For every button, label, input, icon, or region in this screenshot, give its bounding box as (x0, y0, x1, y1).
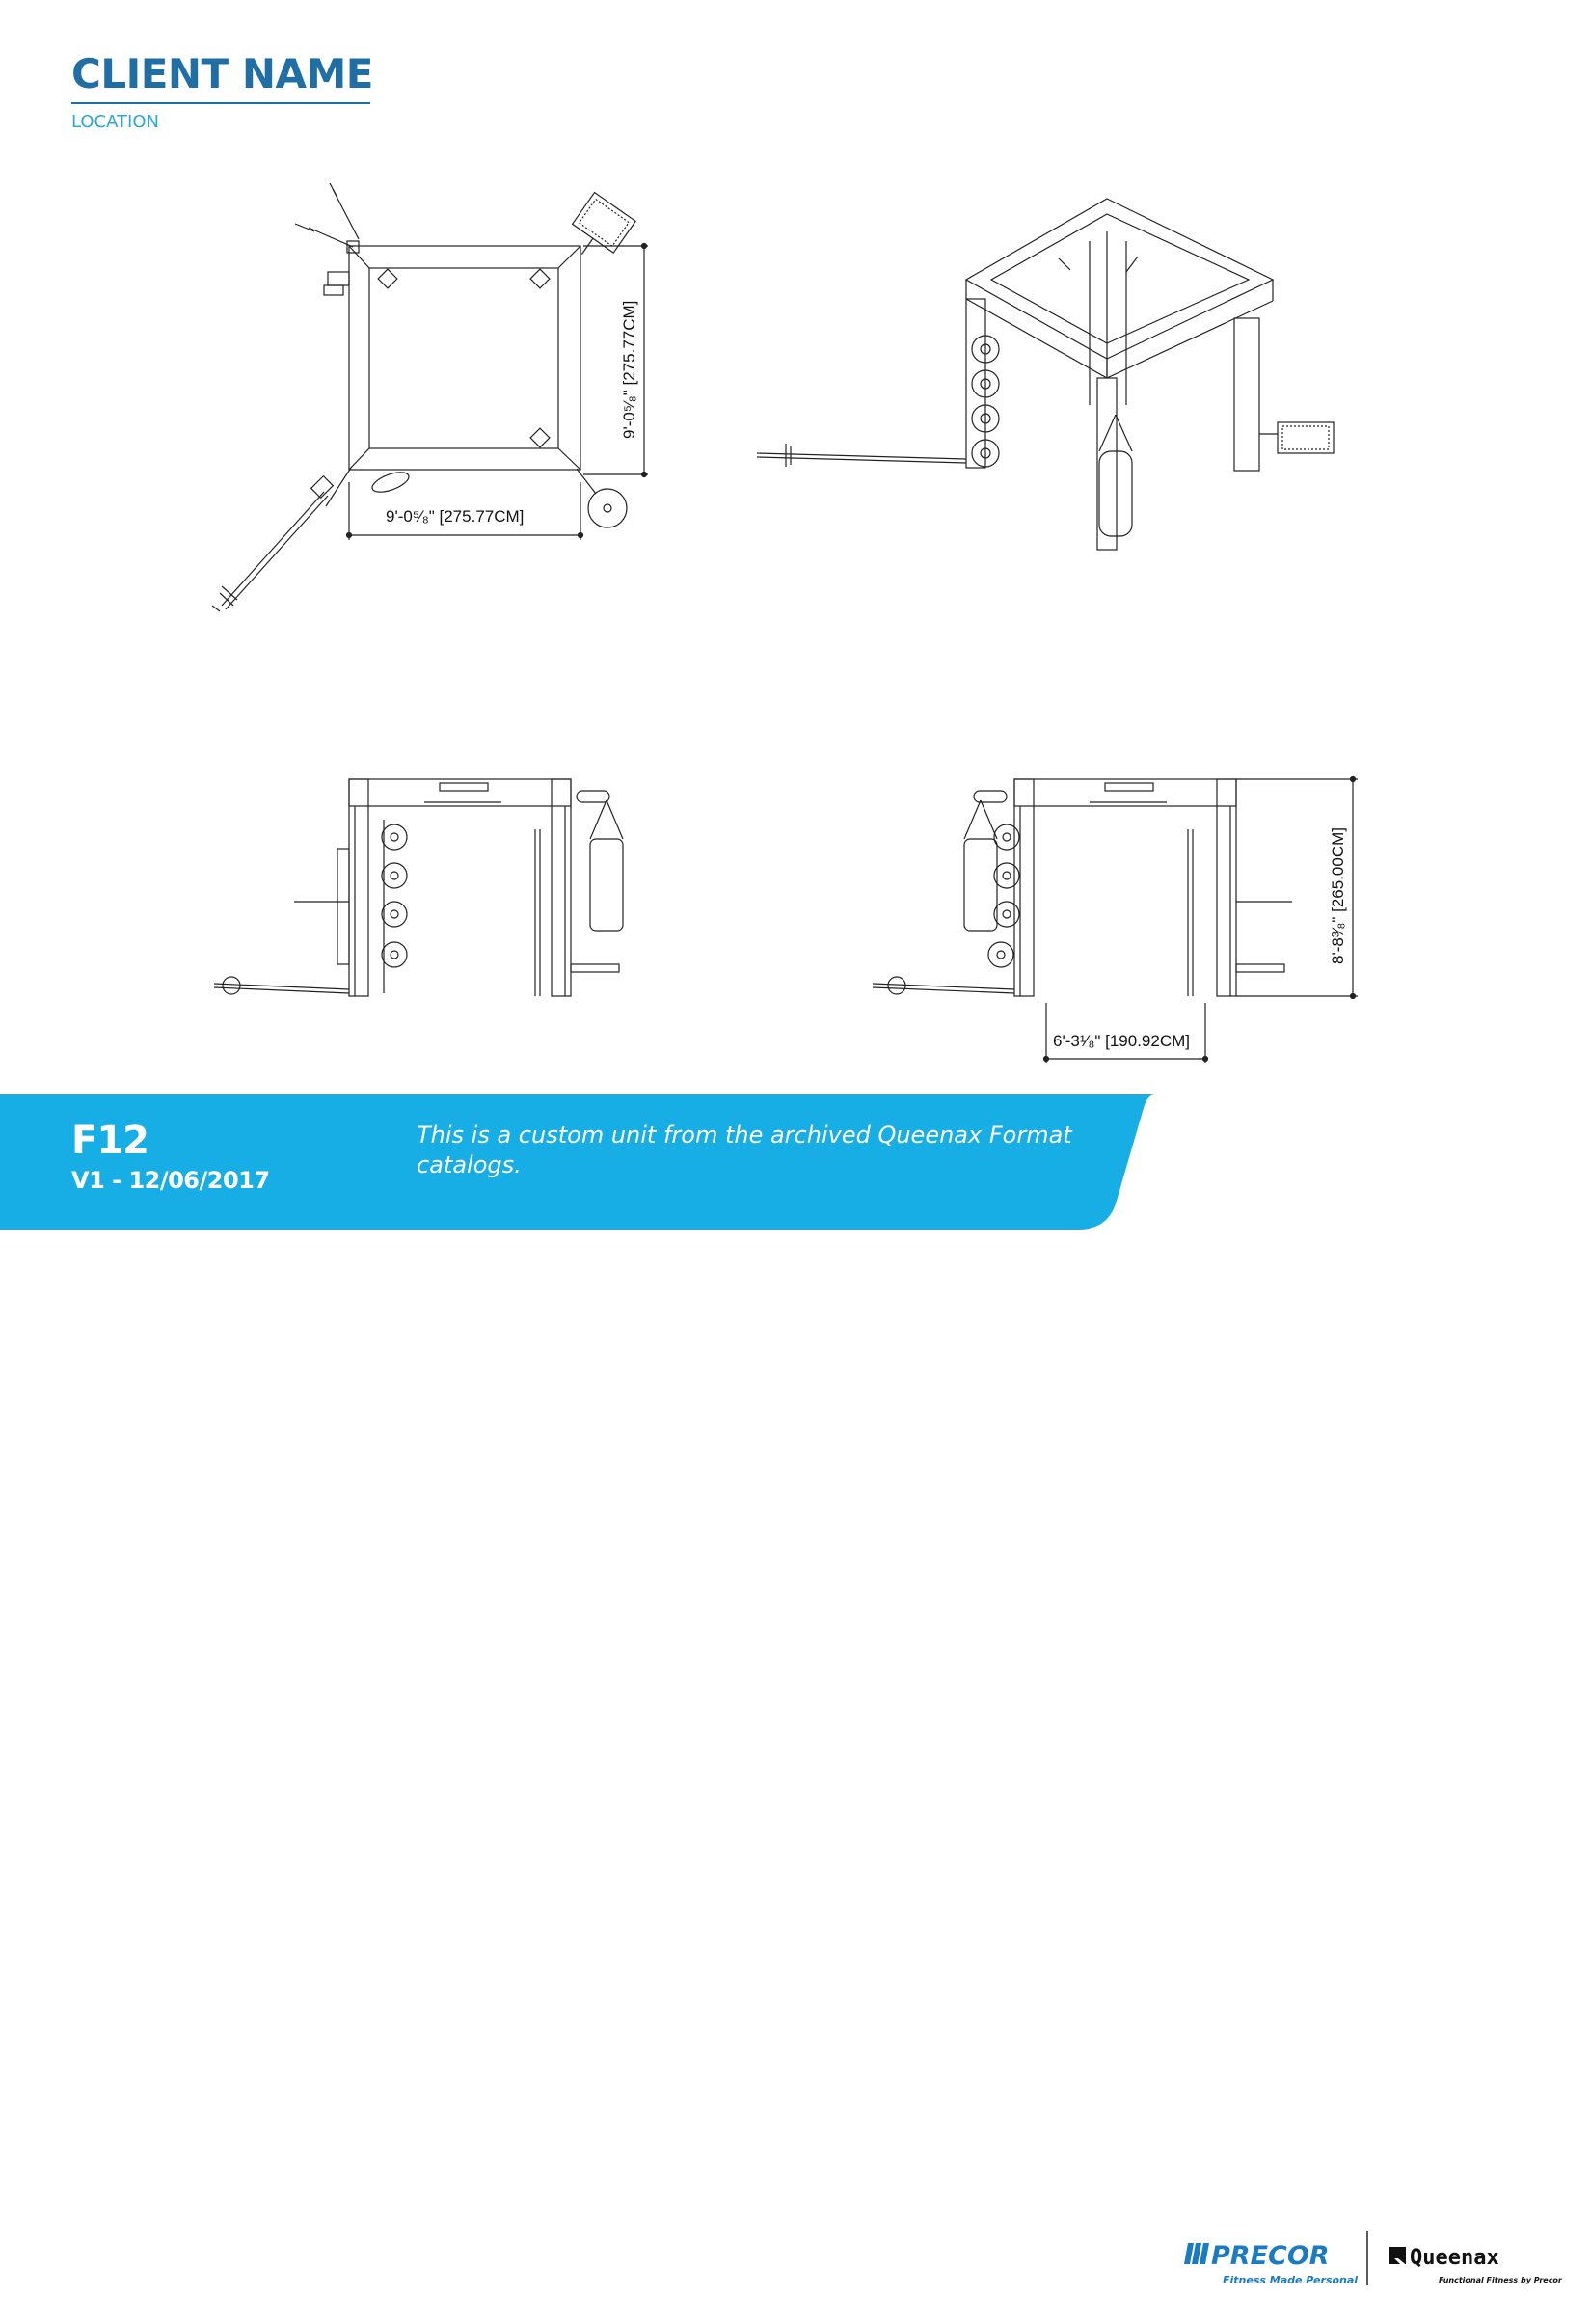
elevation-dimension-lines (1044, 777, 1359, 1064)
plan-dimension-lines (347, 244, 649, 541)
queenax-logo (1389, 2246, 1563, 2284)
technical-drawing (0, 0, 1591, 1094)
queenax-wordmark: Queenax (1410, 2246, 1499, 2270)
elevation-width-dimension: 6'-3¹⁄₈" [190.92CM] (1053, 1032, 1191, 1050)
isometric-view (757, 199, 1334, 550)
precor-tagline: Fitness Made Personal (1223, 2274, 1359, 2286)
client-name: CLIENT NAME (71, 50, 373, 97)
model-number: F12 (71, 1119, 148, 1163)
plan-depth-dimension: 9'-0⁵⁄₈" [275.77CM] (620, 300, 638, 439)
queenax-tagline: Functional Fitness by Precor (1439, 2276, 1562, 2284)
precor-logo (1184, 2241, 1358, 2286)
elevation-height-dimension: 8'-8³⁄₈" [265.00CM] (1329, 826, 1347, 964)
location-label: LOCATION (71, 112, 159, 132)
unit-description: This is a custom unit from the archived Queenax Format catalogs. (417, 1121, 1072, 1178)
precor-wordmark: PRECOR (1211, 2241, 1330, 2271)
side-elevation (873, 779, 1292, 996)
version-date: V1 - 12/06/2017 (71, 1167, 270, 1194)
partner-logos (1157, 2189, 1591, 2324)
front-elevation (214, 779, 623, 996)
plan-view (212, 183, 635, 611)
plan-width-dimension: 9'-0⁵⁄₈" [275.77CM] (386, 507, 525, 526)
